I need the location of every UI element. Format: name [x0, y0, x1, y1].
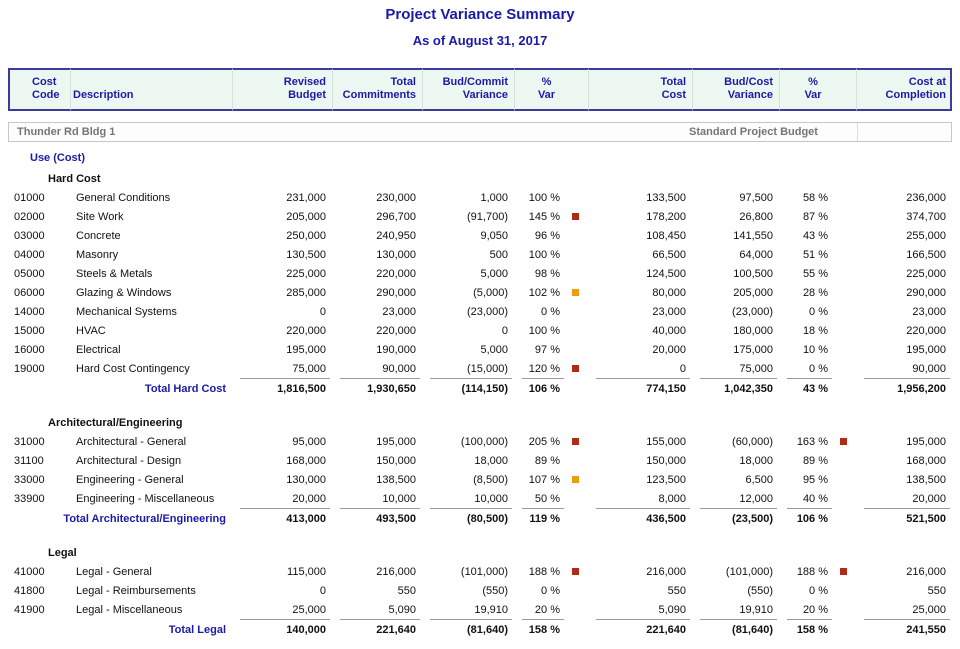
cell-total-cost: 150,000 [646, 454, 687, 467]
spacer-row [8, 398, 952, 408]
cell-cost-code: 41800 [14, 584, 45, 597]
col-header-bud-cost-variance: Bud/Cost Variance [692, 68, 779, 111]
flag-cell-bud-cost [834, 489, 856, 508]
total-pct-var-1: 158 % [514, 619, 566, 639]
group-bar-divider [857, 123, 858, 141]
cell-bud-commit-variance: 19,910 [474, 603, 508, 616]
cell-total-cost: 216,000 [646, 565, 687, 578]
table-row [8, 470, 952, 489]
cell-total-cost: 0 [679, 362, 687, 375]
total-pct-var-2: 158 % [779, 619, 834, 639]
cell-bud-cost-variance: (101,000) [725, 565, 774, 578]
budget-type-label: Standard Project Budget [689, 126, 818, 138]
flag-cell-bud-cost [834, 451, 856, 470]
cell-total-commitments: 150,000 [376, 454, 416, 467]
cell-pct-var-1: 50 % [534, 492, 560, 505]
report-page [0, 6, 960, 649]
cell-total-commitments: 130,000 [376, 248, 416, 261]
cell-cost-code: 41900 [14, 603, 45, 616]
cell-bud-cost-variance: (550) [747, 584, 774, 597]
col-header-pct-var-1: % Var [514, 68, 588, 111]
cell-cost-at-completion: 90,000 [912, 362, 947, 375]
cell-total-cost: 20,000 [652, 343, 687, 356]
cell-cost-at-completion: 195,000 [906, 343, 947, 356]
total-total-commitments: 221,640 [332, 619, 422, 639]
table-row [8, 600, 952, 619]
cell-bud-cost-variance: 180,000 [733, 324, 774, 337]
cell-revised-budget: 168,000 [286, 454, 326, 467]
total-bud-commit-variance: (80,500) [422, 508, 514, 528]
spacer-row [8, 639, 952, 649]
flag-cell-bud-commit [566, 245, 588, 264]
total-cost-at-completion: 1,956,200 [856, 378, 952, 398]
cell-total-commitments: 10,000 [382, 492, 416, 505]
cell-revised-budget: 130,500 [286, 248, 326, 261]
red-variance-flag-icon [572, 568, 579, 575]
cell-pct-var-2: 55 % [802, 267, 829, 280]
cell-pct-var-2: 0 % [809, 584, 829, 597]
cell-cost-code: 41000 [14, 565, 45, 578]
cell-description: Masonry [76, 248, 119, 261]
cell-description: General Conditions [76, 191, 171, 204]
cell-pct-var-1: 97 % [534, 343, 560, 356]
cell-total-commitments: 220,000 [376, 267, 416, 280]
cell-cost-code: 33000 [14, 473, 45, 486]
total-label: Total Hard Cost [144, 383, 226, 395]
cell-bud-cost-variance: 64,000 [739, 248, 774, 261]
flag-cell-bud-commit [566, 619, 588, 639]
cell-total-cost: 108,450 [646, 229, 687, 242]
cell-cost-at-completion: 166,500 [906, 248, 947, 261]
use-cost-row [8, 142, 952, 164]
flag-cell-bud-cost [834, 188, 856, 207]
cell-bud-cost-variance: 12,000 [739, 492, 774, 505]
cell-pct-var-1: 20 % [534, 603, 560, 616]
cell-pct-var-1: 89 % [534, 454, 560, 467]
cell-cost-code: 15000 [14, 324, 45, 337]
flag-cell-bud-cost [834, 207, 856, 226]
col-header-revised-budget: Revised Budget [232, 68, 332, 111]
cell-description: Glazing & Windows [76, 286, 172, 299]
cell-revised-budget: 115,000 [287, 565, 326, 578]
cell-total-commitments: 296,700 [376, 210, 416, 223]
flag-cell-bud-commit [566, 302, 588, 321]
cell-pct-var-1: 120 % [528, 362, 560, 375]
flag-cell-bud-cost [834, 619, 856, 639]
total-pct-var-2: 106 % [779, 508, 834, 528]
cell-revised-budget: 285,000 [286, 286, 326, 299]
cell-total-cost: 124,500 [646, 267, 687, 280]
group-bar-row [8, 111, 952, 142]
cell-description: Concrete [76, 229, 121, 242]
flag-cell-bud-cost [834, 432, 856, 451]
cell-bud-commit-variance: (91,700) [467, 210, 508, 223]
cell-total-cost: 66,500 [652, 248, 687, 261]
flag-cell-bud-commit [566, 562, 588, 581]
flag-cell-bud-commit [566, 600, 588, 619]
cell-pct-var-2: 10 % [802, 343, 829, 356]
cell-revised-budget: 25,000 [292, 603, 326, 616]
flag-cell-bud-commit [566, 207, 588, 226]
table-row [8, 340, 952, 359]
cell-total-commitments: 5,090 [388, 603, 416, 616]
flag-cell-bud-cost [834, 264, 856, 283]
cell-description: Hard Cost Contingency [76, 362, 190, 375]
cell-bud-cost-variance: 141,550 [733, 229, 774, 242]
table-row [8, 562, 952, 581]
cell-cost-at-completion: 20,000 [912, 492, 947, 505]
cell-cost-at-completion: 220,000 [906, 324, 947, 337]
spacer-cell [8, 398, 952, 408]
table-row [8, 302, 952, 321]
table-row [8, 489, 952, 508]
cell-cost-at-completion: 195,000 [906, 435, 947, 448]
cell-description: HVAC [76, 324, 106, 337]
cell-total-commitments: 550 [397, 584, 416, 597]
cell-pct-var-2: 95 % [802, 473, 829, 486]
cell-revised-budget: 20,000 [292, 492, 326, 505]
cell-revised-budget: 225,000 [286, 267, 326, 280]
cell-pct-var-2: 89 % [802, 454, 829, 467]
group-bar [8, 122, 952, 142]
total-total-commitments: 1,930,650 [332, 378, 422, 398]
cell-bud-cost-variance: 175,000 [733, 343, 774, 356]
flag-cell-bud-commit [566, 340, 588, 359]
total-total-commitments: 493,500 [332, 508, 422, 528]
total-label: Total Architectural/Engineering [63, 513, 226, 525]
flag-cell-bud-cost [834, 359, 856, 378]
cell-description: Steels & Metals [76, 267, 153, 280]
red-variance-flag-icon [572, 438, 579, 445]
table-row [8, 188, 952, 207]
cell-pct-var-2: 0 % [809, 362, 829, 375]
spacer-row [8, 528, 952, 538]
cell-pct-var-1: 0 % [541, 584, 560, 597]
section-row [8, 164, 952, 185]
table-row [8, 432, 952, 451]
col-header-pct-var-2: % Var [779, 68, 856, 111]
report-title: Project Variance Summary [385, 6, 575, 23]
flag-cell-bud-commit [566, 581, 588, 600]
cell-pct-var-2: 20 % [802, 603, 829, 616]
cell-bud-cost-variance: (23,000) [732, 305, 774, 318]
total-revised-budget: 140,000 [232, 619, 332, 639]
col-header-bud-commit-variance: Bud/Commit Variance [422, 68, 514, 111]
report-subtitle: As of August 31, 2017 [412, 33, 548, 48]
cell-total-cost: 155,000 [646, 435, 687, 448]
cell-bud-cost-variance: 19,910 [739, 603, 774, 616]
total-pct-var-1: 119 % [514, 508, 566, 528]
col-header-description: Description [70, 68, 232, 111]
cell-description: Mechanical Systems [76, 305, 177, 318]
cell-revised-budget: 75,000 [292, 362, 326, 375]
cell-revised-budget: 250,000 [286, 229, 326, 242]
cell-pct-var-2: 163 % [796, 435, 829, 448]
flag-cell-bud-cost [834, 562, 856, 581]
cell-pct-var-2: 58 % [802, 191, 829, 204]
cell-pct-var-2: 28 % [802, 286, 829, 299]
cell-total-commitments: 23,000 [382, 305, 416, 318]
total-cost-at-completion: 241,550 [856, 619, 952, 639]
cell-description: Legal - Reimbursements [76, 584, 196, 597]
cell-cost-code: 01000 [14, 191, 45, 204]
cell-cost-code: 02000 [14, 210, 45, 223]
cell-bud-commit-variance: (550) [482, 584, 508, 597]
total-bud-commit-variance: (81,640) [422, 619, 514, 639]
flag-cell-bud-cost [834, 283, 856, 302]
table-row [8, 226, 952, 245]
red-variance-flag-icon [840, 438, 847, 445]
section-total-row [8, 508, 952, 528]
table-row [8, 359, 952, 378]
cell-bud-cost-variance: 6,500 [745, 473, 774, 486]
flag-cell-bud-cost [834, 600, 856, 619]
cell-cost-at-completion: 236,000 [906, 191, 947, 204]
flag-cell-bud-commit [566, 508, 588, 528]
cell-bud-commit-variance: 0 [501, 324, 508, 337]
cell-bud-commit-variance: (8,500) [473, 473, 508, 486]
cell-pct-var-1: 98 % [534, 267, 560, 280]
cell-description: Engineering - Miscellaneous [76, 492, 215, 505]
cell-total-commitments: 220,000 [376, 324, 416, 337]
flag-cell-bud-commit [566, 378, 588, 398]
cell-cost-at-completion: 290,000 [906, 286, 947, 299]
cell-cost-at-completion: 216,000 [906, 565, 947, 578]
cell-bud-commit-variance: 9,050 [480, 229, 508, 242]
cell-bud-cost-variance: 100,500 [733, 267, 774, 280]
table-row [8, 451, 952, 470]
table-row [8, 581, 952, 600]
total-label: Total Legal [168, 624, 226, 636]
cell-revised-budget: 130,000 [286, 473, 326, 486]
red-variance-flag-icon [840, 568, 847, 575]
cell-description: Electrical [76, 343, 121, 356]
table-row [8, 264, 952, 283]
flag-cell-bud-cost [834, 321, 856, 340]
variance-table [8, 68, 952, 649]
section-row [8, 538, 952, 559]
section-name-label: Hard Cost [48, 173, 101, 185]
table-row [8, 321, 952, 340]
section-total-row [8, 619, 952, 639]
cell-cost-code: 06000 [14, 286, 45, 299]
orange-variance-flag-icon [572, 289, 579, 296]
cell-bud-commit-variance: 18,000 [474, 454, 508, 467]
cell-total-commitments: 290,000 [376, 286, 416, 299]
orange-variance-flag-icon [572, 476, 579, 483]
cell-total-cost: 5,090 [658, 603, 687, 616]
flag-cell-bud-commit [566, 264, 588, 283]
cell-cost-code: 31000 [14, 435, 45, 448]
cell-pct-var-2: 51 % [802, 248, 829, 261]
cell-cost-at-completion: 225,000 [906, 267, 947, 280]
spacer-cell [8, 639, 952, 649]
total-bud-cost-variance: (81,640) [692, 619, 779, 639]
flag-cell-bud-commit [566, 489, 588, 508]
cell-description: Legal - General [76, 565, 152, 578]
flag-cell-bud-cost [834, 470, 856, 489]
project-name-label: Thunder Rd Bldg 1 [17, 126, 116, 138]
cell-cost-at-completion: 550 [927, 584, 947, 597]
cell-cost-code: 16000 [14, 343, 45, 356]
red-variance-flag-icon [572, 213, 579, 220]
flag-cell-bud-commit [566, 188, 588, 207]
flag-cell-bud-cost [834, 226, 856, 245]
cell-bud-commit-variance: (100,000) [460, 435, 508, 448]
cell-revised-budget: 205,000 [286, 210, 326, 223]
cell-revised-budget: 95,000 [292, 435, 326, 448]
cell-revised-budget: 195,000 [286, 343, 326, 356]
cell-pct-var-1: 100 % [528, 191, 560, 204]
flag-cell-bud-commit [566, 359, 588, 378]
cell-cost-at-completion: 23,000 [912, 305, 947, 318]
cell-pct-var-1: 0 % [541, 305, 560, 318]
cell-description: Engineering - General [76, 473, 184, 486]
cell-total-cost: 123,500 [646, 473, 687, 486]
cell-cost-at-completion: 138,500 [906, 473, 947, 486]
flag-cell-bud-cost [834, 245, 856, 264]
cell-cost-at-completion: 255,000 [906, 229, 947, 242]
cell-total-cost: 8,000 [658, 492, 687, 505]
table-row [8, 283, 952, 302]
cell-cost-at-completion: 25,000 [912, 603, 947, 616]
flag-cell-bud-commit [566, 321, 588, 340]
cell-pct-var-1: 107 % [528, 473, 560, 486]
cell-total-commitments: 216,000 [376, 565, 416, 578]
cell-bud-commit-variance: 5,000 [480, 343, 508, 356]
cell-total-commitments: 190,000 [376, 343, 416, 356]
cell-bud-commit-variance: 1,000 [480, 191, 508, 204]
cell-cost-code: 33900 [14, 492, 45, 505]
cell-description: Architectural - Design [76, 454, 182, 467]
col-header-cost-at-completion: Cost at Completion [856, 68, 952, 111]
cell-bud-commit-variance: (5,000) [473, 286, 508, 299]
cell-pct-var-2: 18 % [802, 324, 829, 337]
cell-revised-budget: 220,000 [286, 324, 326, 337]
cell-total-commitments: 138,500 [376, 473, 416, 486]
cell-bud-commit-variance: (101,000) [460, 565, 508, 578]
cell-bud-cost-variance: 26,800 [739, 210, 774, 223]
spacer-cell [8, 528, 952, 538]
total-bud-cost-variance: (23,500) [692, 508, 779, 528]
total-total-cost: 774,150 [588, 378, 692, 398]
cell-cost-code: 31100 [14, 454, 44, 467]
cell-pct-var-2: 40 % [802, 492, 829, 505]
cell-cost-at-completion: 168,000 [906, 454, 947, 467]
table-row [8, 245, 952, 264]
cell-cost-code: 05000 [14, 267, 45, 280]
cell-pct-var-1: 96 % [534, 229, 560, 242]
cell-bud-commit-variance: 500 [489, 248, 508, 261]
cell-bud-commit-variance: 5,000 [480, 267, 508, 280]
cell-total-cost: 550 [667, 584, 687, 597]
flag-cell-bud-commit [566, 226, 588, 245]
flag-cell-bud-cost [834, 340, 856, 359]
total-revised-budget: 413,000 [232, 508, 332, 528]
cell-bud-commit-variance: (23,000) [467, 305, 508, 318]
col-header-total-cost: Total Cost [588, 68, 692, 111]
cell-bud-commit-variance: (15,000) [467, 362, 508, 375]
cell-bud-commit-variance: 10,000 [474, 492, 508, 505]
col-header-cost-code: Cost Code [8, 68, 70, 111]
total-pct-var-2: 43 % [779, 378, 834, 398]
cell-description: Architectural - General [76, 435, 187, 448]
red-variance-flag-icon [572, 365, 579, 372]
total-revised-budget: 1,816,500 [232, 378, 332, 398]
cell-pct-var-1: 188 % [528, 565, 560, 578]
total-total-cost: 221,640 [588, 619, 692, 639]
cell-total-cost: 133,500 [646, 191, 687, 204]
flag-cell-bud-cost [834, 581, 856, 600]
cell-bud-cost-variance: 75,000 [739, 362, 774, 375]
cell-total-commitments: 90,000 [382, 362, 416, 375]
col-header-total-commitments: Total Commitments [332, 68, 422, 111]
cell-bud-cost-variance: 205,000 [733, 286, 774, 299]
cell-revised-budget: 0 [319, 584, 326, 597]
flag-cell-bud-cost [834, 302, 856, 321]
flag-cell-bud-commit [566, 470, 588, 489]
cell-total-cost: 80,000 [652, 286, 687, 299]
cell-pct-var-2: 43 % [802, 229, 829, 242]
cell-description: Legal - Miscellaneous [76, 603, 183, 616]
cell-bud-cost-variance: 18,000 [739, 454, 774, 467]
cell-pct-var-1: 205 % [528, 435, 560, 448]
cell-pct-var-2: 188 % [796, 565, 829, 578]
cell-cost-code: 14000 [14, 305, 45, 318]
cell-total-cost: 178,200 [646, 210, 687, 223]
total-bud-cost-variance: 1,042,350 [692, 378, 779, 398]
cell-total-commitments: 195,000 [376, 435, 416, 448]
cell-cost-code: 19000 [14, 362, 45, 375]
cell-pct-var-2: 87 % [802, 210, 829, 223]
cell-revised-budget: 231,000 [286, 191, 326, 204]
total-total-cost: 436,500 [588, 508, 692, 528]
cell-bud-cost-variance: 97,500 [739, 191, 774, 204]
use-cost-label: Use (Cost) [30, 152, 86, 164]
cell-pct-var-1: 102 % [528, 286, 560, 299]
cell-total-commitments: 230,000 [376, 191, 416, 204]
section-name-label: Architectural/Engineering [48, 417, 183, 429]
flag-cell-bud-commit [566, 451, 588, 470]
cell-pct-var-2: 0 % [809, 305, 829, 318]
section-row [8, 408, 952, 429]
section-name-label: Legal [48, 547, 77, 559]
cell-cost-code: 03000 [14, 229, 45, 242]
flag-cell-bud-cost [834, 378, 856, 398]
cell-bud-cost-variance: (60,000) [732, 435, 774, 448]
cell-total-cost: 40,000 [652, 324, 687, 337]
cell-total-cost: 23,000 [652, 305, 687, 318]
cell-revised-budget: 0 [319, 305, 326, 318]
cell-pct-var-1: 145 % [528, 210, 560, 223]
flag-cell-bud-commit [566, 432, 588, 451]
total-pct-var-1: 106 % [514, 378, 566, 398]
table-row [8, 207, 952, 226]
flag-cell-bud-commit [566, 283, 588, 302]
cell-description: Site Work [76, 210, 124, 223]
cell-total-commitments: 240,950 [376, 229, 416, 242]
flag-cell-bud-cost [834, 508, 856, 528]
cell-pct-var-1: 100 % [528, 324, 560, 337]
table-header-row [8, 68, 952, 111]
cell-pct-var-1: 100 % [528, 248, 560, 261]
total-bud-commit-variance: (114,150) [422, 378, 514, 398]
total-cost-at-completion: 521,500 [856, 508, 952, 528]
cell-cost-code: 04000 [14, 248, 45, 261]
section-total-row [8, 378, 952, 398]
cell-cost-at-completion: 374,700 [906, 210, 947, 223]
